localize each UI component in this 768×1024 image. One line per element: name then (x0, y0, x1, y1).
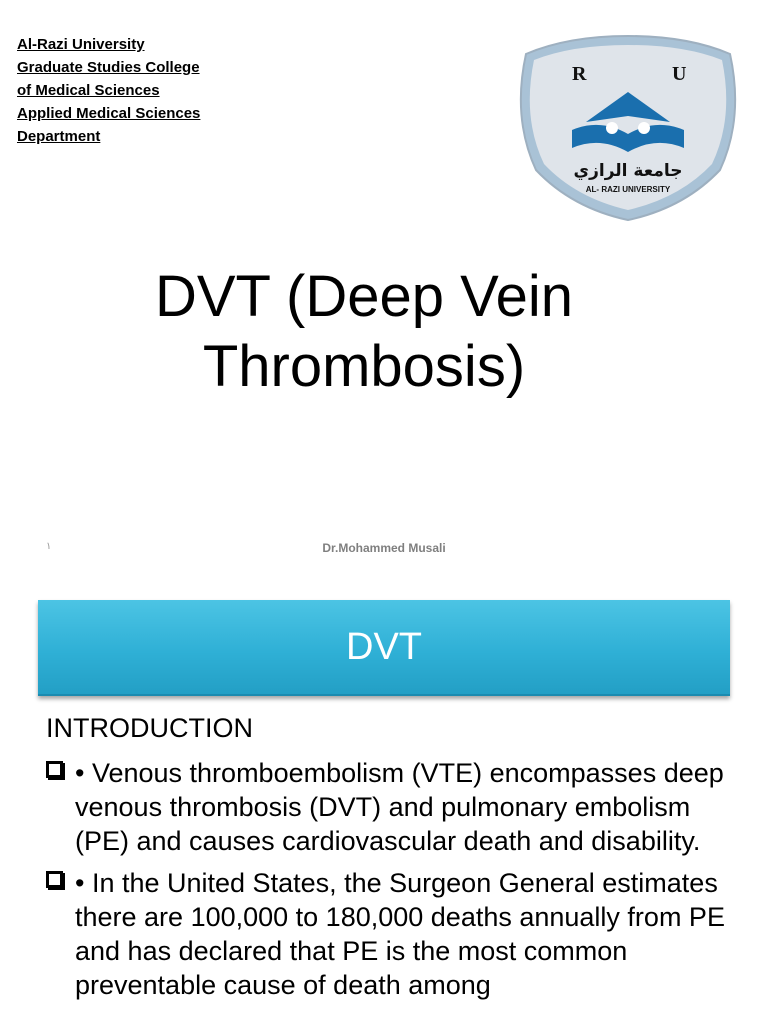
logo-arabic-name: جامعة الرازي (573, 161, 683, 181)
banner-title: DVT (346, 625, 422, 668)
university-line: Al-Razi University (17, 36, 145, 53)
intro-slide (0, 580, 768, 1024)
slide-title (0, 262, 728, 402)
bullet-text: • In the United States, the Surgeon General estimates there are 100,000 to 180,000 deaths annually from PE and has declared that PE is the most common preventable cause of death among (75, 868, 725, 1000)
title-line: DVT (Deep Vein (154, 264, 574, 329)
university-line: Graduate Studies College (17, 59, 200, 76)
checkbox-bullet-icon (46, 866, 75, 1002)
title-line: Thrombosis) (202, 334, 526, 399)
list-item (46, 756, 736, 858)
list-item (46, 866, 736, 1002)
university-line: Applied Medical Sciences (17, 105, 201, 122)
university-header (17, 33, 200, 148)
logo-english-name: AL- RAZI UNIVERSITY (585, 185, 671, 194)
checkbox-bullet-icon (46, 756, 75, 858)
logo-letter-u: U (672, 63, 687, 85)
logo-letter-r: R (572, 63, 587, 85)
university-line: of Medical Sciences (17, 82, 160, 99)
bullet-list (46, 756, 736, 1010)
slide-number: ١ (46, 541, 52, 552)
title-banner (38, 600, 730, 696)
university-logo (512, 30, 744, 222)
section-heading: INTRODUCTION (46, 713, 253, 743)
bullet-text: • Venous thromboembolism (VTE) encompasses deep venous thrombosis (DVT) and pulmonary embolism (PE) and causes cardiovascular death and disability. (75, 758, 724, 856)
slide-footer: Dr.Mohammed Musali (322, 541, 446, 555)
university-line: Department (17, 128, 101, 145)
